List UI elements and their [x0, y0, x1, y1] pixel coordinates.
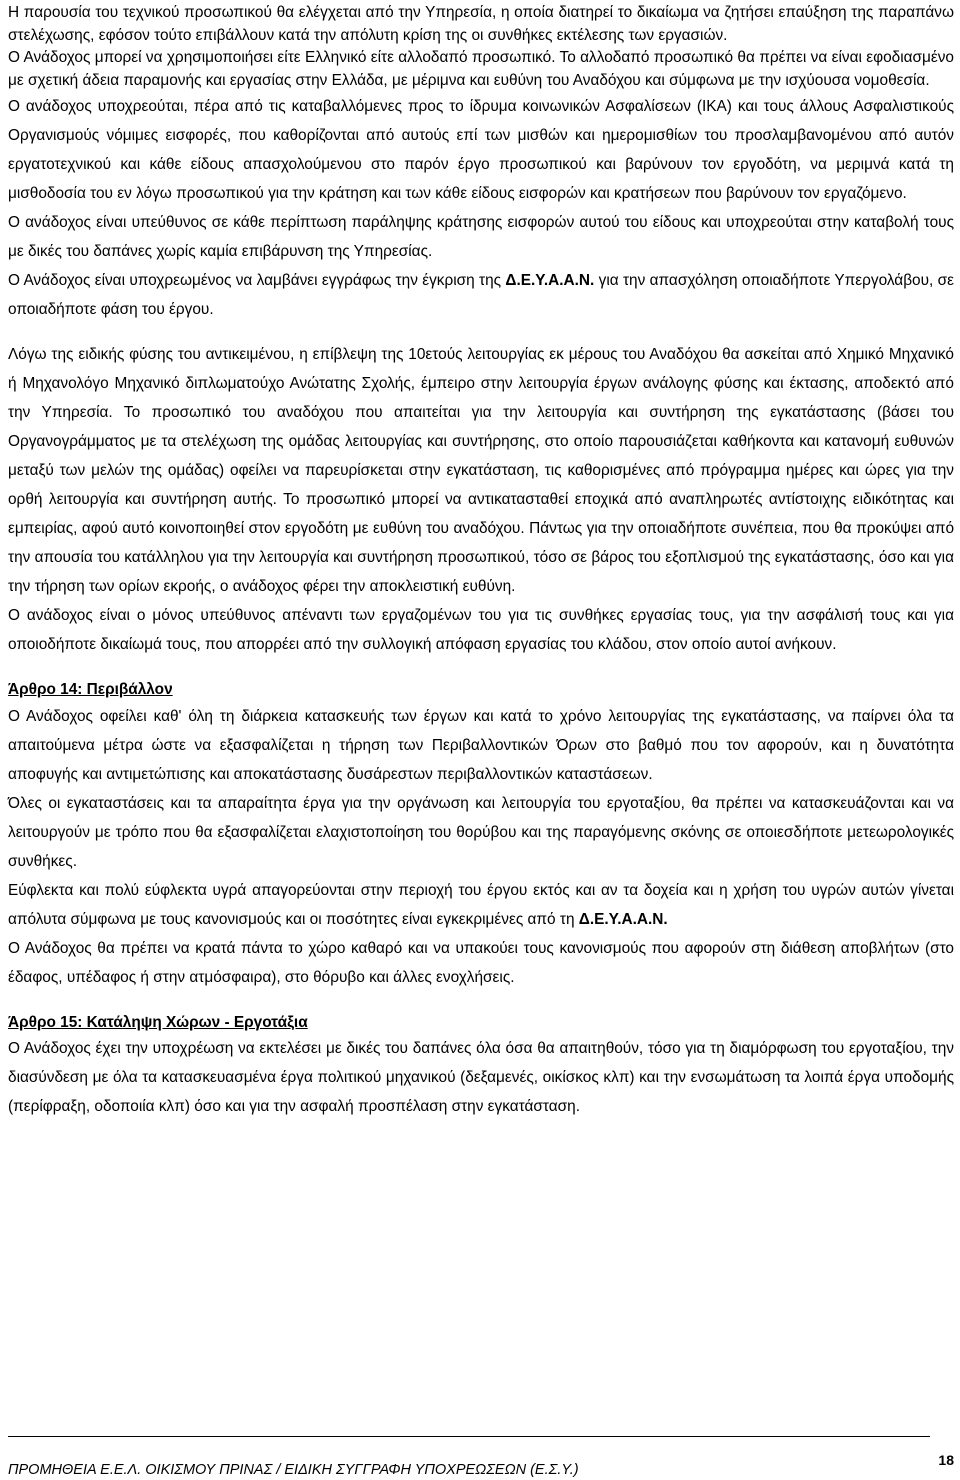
text-run: Ο Ανάδοχος είναι υποχρεωμένος να λαμβάνει εγγράφως την έγκριση της: [8, 272, 506, 289]
paragraph-noise-dust: Όλες οι εγκαταστάσεις και τα απαραίτητα έργα για την οργάνωση και λειτουργία του εργοταξίου, θα πρέπει να κατασκευάζονται και να λειτουργούν με τρόπο που θα εξασφαλίζεται ελαχιστοποίηση του θορύβου και της παραγόμενης σκόνης σε οποιεσδήποτε μετεωρολογικές συνθήκες.: [8, 794, 954, 870]
article-heading: Άρθρο 15: Κατάληψη Χώρων - Εργοτάξια: [8, 1013, 308, 1031]
article-14: [8, 679, 954, 992]
page-footer: [8, 1436, 954, 1476]
paragraph-site-setup: Ο Ανάδοχος έχει την υποχρέωση να εκτελέσει με δικές του δαπάνες όλα όσα θα απαιτηθούν, τόσο για τη διαμόρφωση του εργοταξίου, την διασύνδεση με όλα τα κατασκευασμένα έργα πολιτικού μηχανικού (δεξαμενές, οικίσκος κλπ) και την ενσωμάτωση τα λοιπά έργα υποδομής (περίφραξη, οδοποιία κλπ) όσο και για την ασφαλή προσπέλαση στην εγκατάσταση.: [8, 1040, 954, 1115]
paragraph-employer-responsibility: Ο ανάδοχος είναι ο μόνος υπεύθυνος απέναντι των εργαζομένων του για τις συνθήκες εργασίας τους, για την ασφάλισή τους και για οποιοδήποτε δικαίωμά τους, που απορρέει από την συλλογική απόφαση εργασίας του κλάδου, στον οποίο αυτοί ανήκουν.: [8, 607, 954, 653]
spacer: [8, 992, 954, 1012]
paragraph-flammable-liquids: [8, 876, 954, 934]
authority-name: Δ.Ε.Υ.Α.Α.Ν.: [578, 910, 668, 928]
paragraph-waste-disposal: Ο Ανάδοχος θα πρέπει να κρατά πάντα το χώρο καθαρό και να υπακούει τους κανονισμούς που αφορούν στη διάθεση αποβλήτων (στο έδαφος, υπέδαφος ή στην ατμόσφαιρα), στο θόρυβο και άλλες ενοχλήσεις.: [8, 939, 954, 986]
spacer: [8, 324, 954, 340]
page-number: 18: [938, 1452, 954, 1468]
paragraph-foreign-personnel: Ο Ανάδοχος μπορεί να χρησιμοποιήσει είτε Ελληνικό είτε αλλοδαπό προσωπικό. Το αλλοδαπό προσωπικό θα πρέπει να είναι εφοδιασμένο με σχετική άδεια παραμονής και εργασίας στην Ελλάδα, με μέριμνα και ευθύνη του Αναδόχου και σύμφωνα με την ισχύουσα νομοθεσία.: [8, 49, 954, 89]
paragraph-subcontractor-approval: [8, 266, 954, 324]
section-insurance: [8, 92, 954, 324]
authority-name: Δ.Ε.Υ.Α.Α.Ν.: [505, 272, 595, 289]
text-run: Εύφλεκτα και πολύ εύφλεκτα υγρά απαγορεύονται στην περιοχή του έργου εκτός και αν τα δοχεία και η χρήση του υγρών αυτών γίνεται απόλυτα σύμφωνα με τους κανονισμούς και οι ποσότητες είναι εγκεκριμένες από τη: [8, 881, 954, 928]
article-15: [8, 1012, 954, 1122]
paragraph-environmental-terms: Ο Ανάδοχος οφείλει καθ' όλη τη διάρκεια κατασκευής των έργων και κατά το χρόνο λειτουργίας της εγκατάστασης, να παίρνει όλα τα απαιτούμενα μέτρα ώστε να εξασφαλίζεται η τήρηση των Περιβαλλοντικών Όρων στο βαθμό που τον αφορούν, και η δυνατότητα αποφυγής και αντιμετώπισης και αποκατάστασης δυσάρεστων περιβαλλοντικών καταστάσεων.: [8, 707, 954, 783]
article-heading: Άρθρο 14: Περιβάλλον: [8, 681, 173, 698]
paragraph-personnel-presence: Η παρουσία του τεχνικού προσωπικού θα ελέγχεται από την Υπηρεσία, η οποία διατηρεί το δικαίωμα να ζητήσει επαύξηση της παραπάνω στελέχωσης, εφόσον τούτο επιβάλλουν κατά την απόλυτη κρίση της οι συνθήκες εκτέλεσης των εργασιών.: [8, 4, 954, 44]
section-supervision: [8, 340, 954, 659]
section-personnel: [8, 2, 954, 92]
spacer: [8, 659, 954, 679]
paragraph-insurance-contributions: Ο ανάδοχος υποχρεούται, πέρα από τις καταβαλλόμενες προς το ίδρυμα κοινωνικών Ασφαλίσεων (ΙΚΑ) και τους άλλους Ασφαλιστικούς Οργανισμούς νόμιμες εισφορές, που καθορίζονται από αυτούς επί των μισθών και ημερομισθίων του προσλαμβανομένου από αυτόν εργατοτεχνικού και κάθε είδους απασχολούμενου στο παρόν έργο προσωπικού και βαρύνουν τον εργοδότη, να μεριμνά κατά τη μισθοδοσία του εν λόγω προσωπικού για την κράτηση και των κάθε είδους εισφορών και κρατήσεων που βαρύνουν τον εργαζόμενο.: [8, 98, 954, 202]
document-page: [8, 0, 954, 1121]
text-run: για την απασχόληση οποιαδήποτε Υπεργολάβου, σε οποιαδήποτε φάση του έργου.: [8, 272, 954, 318]
footer-title: ΠΡΟΜΗΘΕΙΑ Ε.Ε.Λ. ΟΙΚΙΣΜΟΥ ΠΡΙΝΑΣ / ΕΙΔΙΚΗ ΣΥΓΓΡΑΦΗ ΥΠΟΧΡΕΩΣΕΩΝ (Ε.Σ.Υ.): [8, 1462, 579, 1478]
paragraph-operation-supervision: Λόγω της ειδικής φύσης του αντικειμένου, η επίβλεψη της 10ετούς λειτουργίας εκ μέρους του Αναδόχου θα ασκείται από Χημικό Μηχανικό ή Μηχανολόγο Μηχανικό διπλωματούχο Ανώτατης Σχολής, έμπειρο στην λειτουργία έργων ανάλογης φύσης και έκτασης, αποδεκτό από την Υπηρεσία. Το προσωπικό του αναδόχου που απαιτείται για την λειτουργία και συντήρηση της εγκατάστασης (βάσει του Οργανογράμματος με τα στελέχωση της ομάδας λειτουργίας και συντήρησης, στο οποίο παρουσιάζεται καθήκοντα και κατανομή ευθυνών μεταξύ των μελών της ομάδας) οφείλει να παρευρίσκεται στην εγκατάσταση, τις καθορισμένες από πρόγραμμα ημέρες και ώρες για την ορθή λειτουργία και συντήρηση αυτής. Το προσωπικό μπορεί να αντικατασταθεί εποχικά από αναπληρωτές αντίστοιχης ειδικότητας και εμπειρίας, αφού αυτό κοινοποιηθεί στον εργοδότη με ευθύνη του αναδόχου. Πάντως για την οποιαδήποτε συνέπεια, που θα προκύψει από την απουσία του κατάλληλου για την λειτουργία και συντήρηση προσωπικού, τόσο σε βάρος του εξοπλισμού της εγκατάστασης, όσο και για την τήρηση των ορίων εκροής, ο ανάδοχος φέρει την αποκλειστική ευθύνη.: [8, 346, 954, 595]
paragraph-contribution-liability: Ο ανάδοχος είναι υπεύθυνος σε κάθε περίπτωση παράληψης κράτησης εισφορών αυτού του είδους και υποχρεούται στην καταβολή τους με δικές του δαπάνες χωρίς καμία επιβάρυνση της Υπηρεσίας.: [8, 214, 954, 260]
footer-divider: [8, 1436, 930, 1437]
